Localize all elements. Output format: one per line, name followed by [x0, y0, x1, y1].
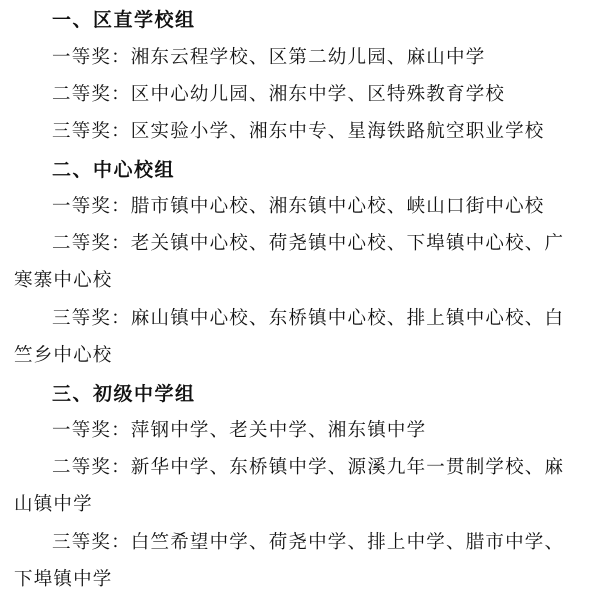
- section-heading: 三、初级中学组: [52, 383, 196, 405]
- award-line: 一等奖：腊市镇中心校、湘东镇中心校、峡山口街中心校: [52, 196, 545, 217]
- award-line-continuation: 山镇中学: [14, 494, 93, 515]
- award-line: 二等奖：区中心幼儿园、湘东中学、区特殊教育学校: [52, 84, 506, 105]
- section-heading: 一、区直学校组: [52, 9, 196, 31]
- award-line: 一等奖：湘东云程学校、区第二幼儿园、麻山中学: [52, 47, 486, 68]
- section-heading: 二、中心校组: [52, 159, 176, 181]
- award-line: 二等奖：老关镇中心校、荷尧镇中心校、下埠镇中心校、广: [52, 233, 565, 254]
- award-line: 三等奖：区实验小学、湘东中专、星海铁路航空职业学校: [52, 121, 545, 142]
- award-line: 二等奖：新华中学、东桥镇中学、源溪九年一贯制学校、麻: [52, 457, 565, 478]
- award-line-continuation: 下埠镇中学: [14, 569, 113, 590]
- award-line: 三等奖：麻山镇中心校、东桥镇中心校、排上镇中心校、白: [52, 308, 565, 329]
- award-line-continuation: 竺乡中心校: [14, 345, 113, 366]
- award-line-continuation: 寒寨中心校: [14, 270, 113, 291]
- award-line: 一等奖：萍钢中学、老关中学、湘东镇中学: [52, 420, 427, 441]
- award-line: 三等奖：白竺希望中学、荷尧中学、排上中学、腊市中学、: [52, 532, 565, 553]
